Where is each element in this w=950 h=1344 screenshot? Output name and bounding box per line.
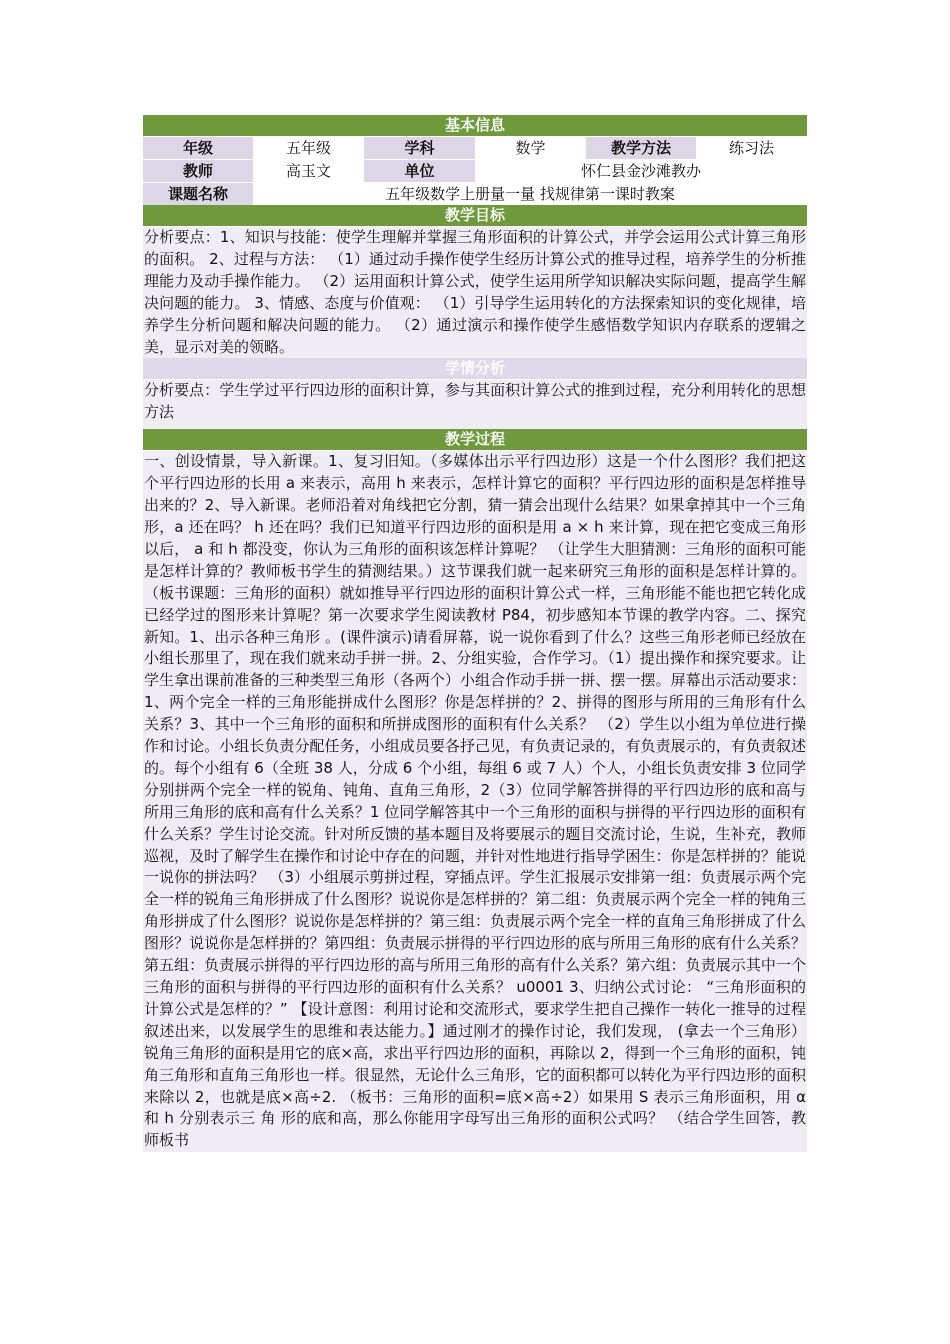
goals-paragraph: 分析要点：1、知识与技能：使学生理解并掌握三角形面积的计算公式，并学会运用公式计算三角形的面积。 2、过程与方法： （1）通过动手操作使学生经历计算公式的推导过程，培养学生的分析推理能力及动手操作能力。 （2）运用面积计算公式，使学生运用所学知识解决实际问题，提高学生解决问题的能力。 3、情感、态度与价值观： （1）引导学生运用转化的方法探索知识的变化规律，培养学生分析问题和解决问题的能力。 （2）通过演示和操作使学生感悟数学知识内存联系的逻辑之美，显示对美的领略。 xyxy=(143,227,807,358)
subject-label: 学科 xyxy=(364,137,475,159)
info-row-1 xyxy=(143,137,807,159)
process-paragraph: 一、创设情景，导入新课。1、复习旧知。（多媒体出示平行四边形）这是一个什么图形？我们把这个平行四边形的长用 a 来表示，高用 h 来表示，怎样计算它的面积？平行四边形的面积是怎样推导出来的？2、导入新课。老师沿着对角线把它分割，猜一猜会出现什么结果？如果拿掉其中一个三角形，a 还在吗？ h 还在吗？我们已知道平行四边形的面积是用 a × h 来计算，现在把它变成三角形以后， a 和 h 都没变，你认为三角形的面积该怎样计算呢？ （让学生大胆猜测：三角形的面积可能是怎样计算的？教师板书学生的猜测结果。）这节课我们就一起来研究三角形的面积是怎样计算的。 （板书课题：三角形的面积）就如推导平行四边形的面积计算公式一样，三角形能不能也把它转化成已经学过的图形来计算呢？第一次要求学生阅读教材 P84，初步感知本节课的教学内容。二、探究新知。1、出示各种三角形 。(课件演示)请看屏幕，说一说你看到了什么？这些三角形老师已经放在小组长那里了，现在我们就来动手拼一拼。2、分组实验，合作学习。（1）提出操作和探究要求。让学生拿出课前准备的三种类型三角形（各两个）小组合作动手拼一拼、摆一摆。屏幕出示活动要求：1、两个完全一样的三角形能拼成什么图形？你是怎样拼的？2、拼得的图形与所用的三角形有什么关系？3、其中一个三角形的面积和所拼成图形的面积有什么关系？ （2）学生以小组为单位进行操作和讨论。小组长负责分配任务，小组成员要各抒己见，有负责记录的，有负责展示的，有负责叙述的。每个小组有 6（全班 38 人，分成 6 个小组，每组 6 或 7 人）个人，小组长负责安排 3 位同学分别拼两个完全一样的锐角、钝角、直角三角形，2（3）位同学解答拼得的平行四边形的底和高与所用三角形的底和高有什么关系？1 位同学解答其中一个三角形的面积与拼得的平行四边形的面积有什么关系？学生讨论交流。针对所反馈的基本题目及将要展示的题目交流讨论，生说，生补充，教师巡视，及时了解学生在操作和讨论中存在的问题，并针对性地进行指导学困生：你是怎样拼的？能说一说你的拼法吗？ （3）小组展示剪拼过程，穿插点评。学生汇报展示安排第一组：负责展示两个完全一样的锐角三角形拼成了什么图形？说说你是怎样拼的？第二组：负责展示两个完全一样的钝角三角形拼成了什么图形？说说你是怎样拼的？第三组：负责展示两个完全一样的直角三角形拼成了什么图形？说说你是怎样拼的？第四组：负责展示拼得的平行四边形的底与所用三角形的底有什么关系？第五组：负责展示拼得的平行四边形的高与所用三角形的高有什么关系？第六组：负责展示其中一个三角形的面积与拼得的平行四边形的面积有什么关系？ u0001 3、归纳公式讨论： “三角形面积的计算公式是怎样的？” 【设计意图：利用讨论和交流形式，要求学生把自己操作一转化一推导的过程叙述出来，以发展学生的思维和表达能力。】通过刚才的操作讨论，我们发现， (拿去一个三角形）锐角三角形的面积是用它的底×高，求出平行四边形的面积，再除以 2，得到一个三角形的面积，钝角三角形和直角三角形也一样。很显然，无论什么三角形，它的面积都可以转化为平行四边形的面积来除以 2，也就是底×高÷2. （板书：三角形的面积=底×高÷2）如果用 S 表示三角形面积，用 α 和 h 分别表示三 角 形的底和高，那么你能用字母写出三角形的面积公式吗？ （结合学生回答，教师板书 xyxy=(143,451,807,1152)
teacher-label: 教师 xyxy=(143,160,253,182)
teacher-value: 高玉文 xyxy=(253,160,364,182)
situation-paragraph: 分析要点：学生学过平行四边形的面积计算，参与其面积计算公式的推到过程，充分利用转化的思想方法 xyxy=(143,380,807,429)
grade-label: 年级 xyxy=(143,137,253,159)
topic-value: 五年级数学上册量一量 找规律第一课时教案 xyxy=(253,183,807,205)
lesson-plan-sheet xyxy=(143,115,807,1152)
unit-value: 怀仁县金沙滩教办 xyxy=(475,160,807,182)
info-row-2 xyxy=(143,159,807,182)
section-header-goals: 教学目标 xyxy=(143,205,807,227)
method-value: 练习法 xyxy=(696,137,807,159)
section-header-process: 教学过程 xyxy=(143,429,807,451)
topic-label: 课题名称 xyxy=(143,183,253,205)
section-header-situation: 学情分析 xyxy=(143,358,807,380)
section-header-basic-info: 基本信息 xyxy=(143,115,807,137)
unit-label: 单位 xyxy=(364,160,475,182)
method-label: 教学方法 xyxy=(586,137,696,159)
info-row-3 xyxy=(143,182,807,205)
grade-value: 五年级 xyxy=(253,137,364,159)
subject-value: 数学 xyxy=(475,137,586,159)
